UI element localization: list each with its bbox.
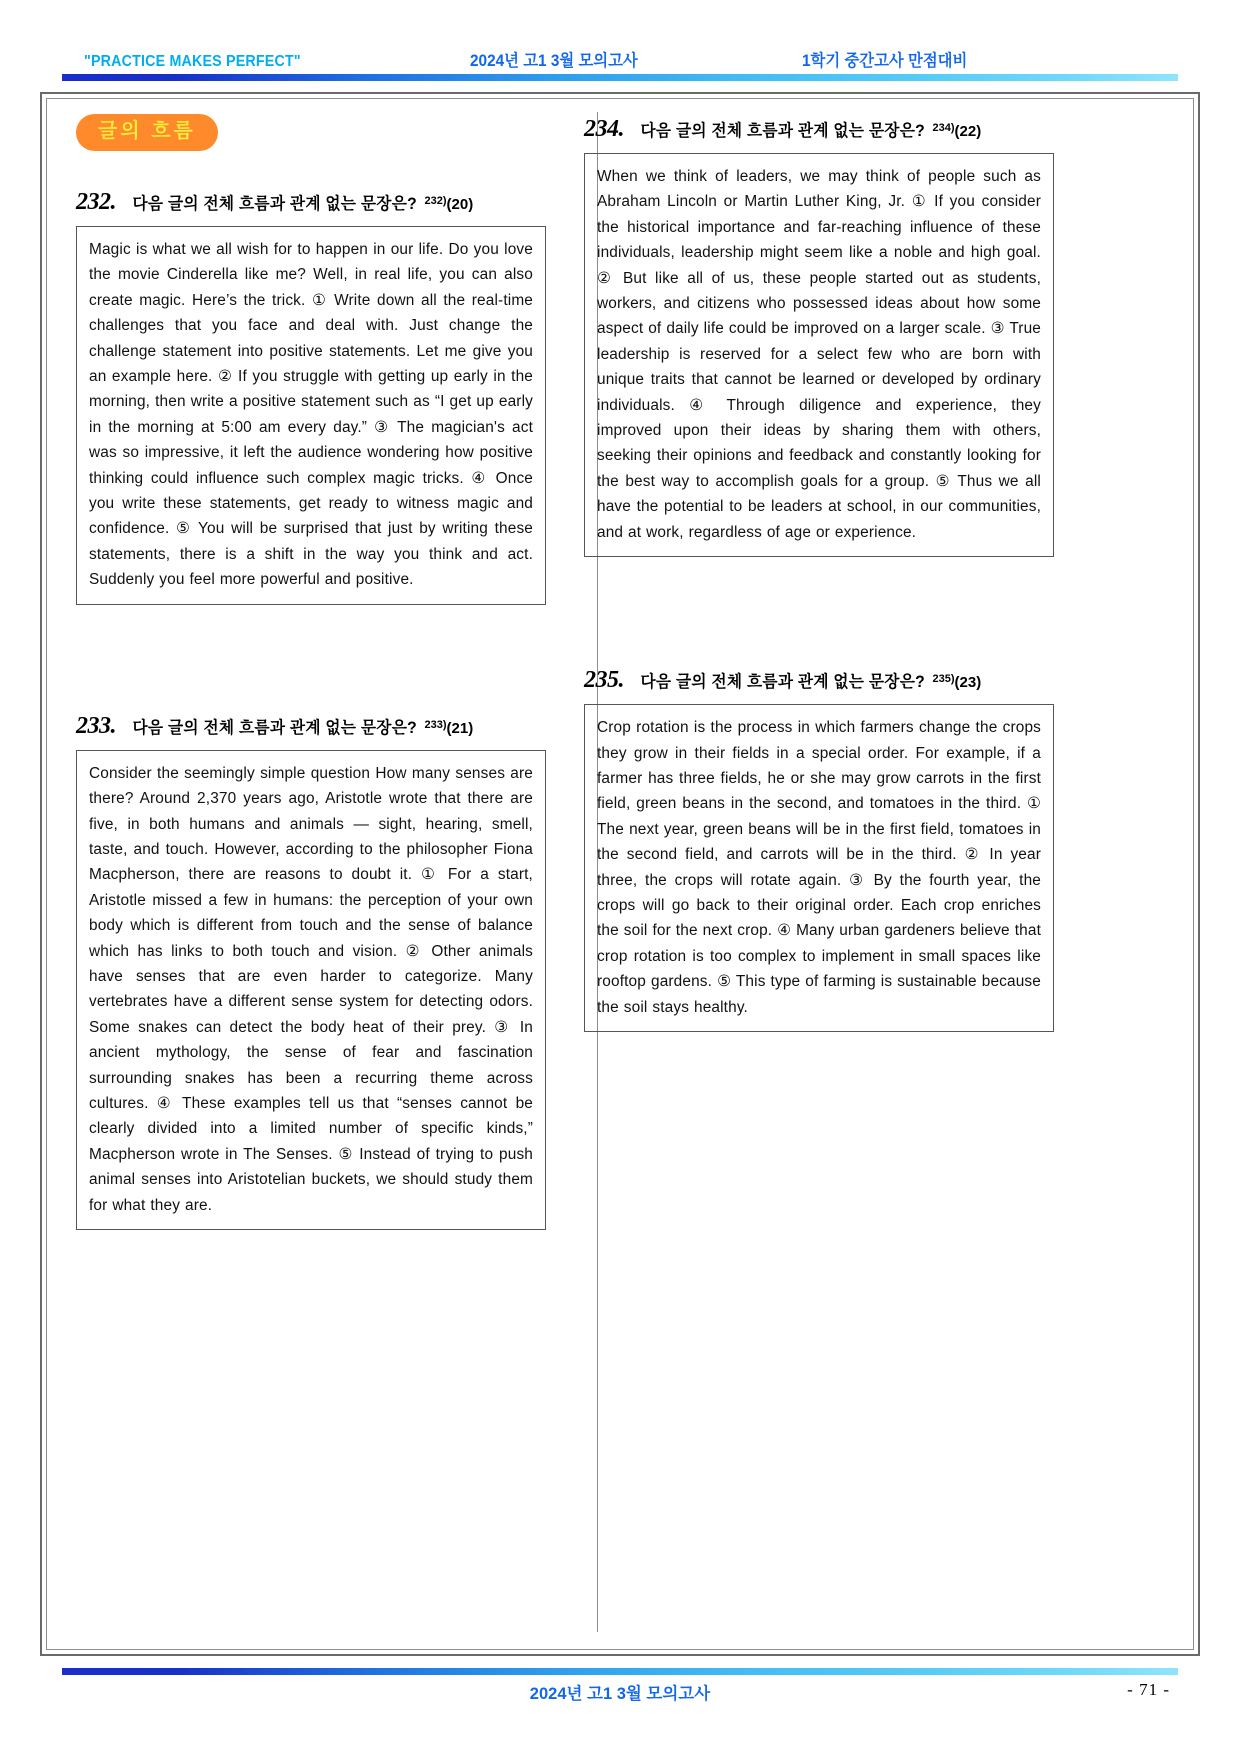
question-heading-235	[584, 667, 1054, 694]
question-heading-233	[76, 713, 546, 740]
topic-badge: 글의 흐름	[76, 114, 218, 151]
header-right-title: 1학기 중간고사 만점대비	[802, 52, 968, 70]
question-tag-234: (22)	[954, 123, 982, 140]
question-number-235: 235.	[584, 667, 624, 694]
question-title-233: 다음 글의 전체 흐름과 관계 없는 문장은?	[132, 718, 418, 737]
footer-divider-rule	[62, 1668, 1178, 1675]
question-footnote-234: 234)	[932, 122, 955, 134]
question-title-235: 다음 글의 전체 흐름과 관계 없는 문장은?	[640, 673, 926, 692]
right-column	[584, 94, 1054, 1032]
question-number-233: 233.	[76, 712, 116, 739]
page-footer	[62, 1668, 1178, 1718]
header-center-title: 2024년 고1 3월 모의고사	[470, 52, 638, 70]
question-number-232: 232.	[76, 189, 116, 215]
passage-box-235: Crop rotation is the process in which farmers change the crops they grow in their fields in a special order. For example, if a farmer has three fields, he or she may grow carrots in the first field, green beans in the second, and tomatoes in the third. ① The next year, green beans will be in the first field, tomatoes in the second field, and carrots will be in the third. ② In year three, the crops will rotate again. ③ By the fourth year, the crops will go back to their original order. Each crop enriches the soil for the next crop. ④ Many urban gardeners believe that crop rotation is too complex to implement in small spaces like rooftop gardens. ⑤ This type of farming is sustainable because the soil stays healthy.	[584, 704, 1054, 1032]
passage-box-234: When we think of leaders, we may think of people such as Abraham Lincoln or Martin Luther King, Jr. ① If you consider the historical importance and far-reaching influence of these individuals, leadership might seem like a noble and high goal. ② But like all of us, these people started out as students, workers, and citizens who possessed ideas about how some aspect of daily life could be improved on a larger scale. ③ True leadership is reserved for a select few who are born with unique traits that cannot be learned or developed by ordinary individuals. ④ Through diligence and experience, they improved upon their ideas by sharing them with others, seeking their opinions and feedback and constantly looking for the best way to accomplish goals for a group. ⑤ Thus we all have the potential to be leaders at school, in our communities, and at work, regardless of age or experience.	[584, 153, 1054, 557]
header-left-title: "PRACTICE MAKES PERFECT"	[84, 53, 301, 70]
question-heading-232	[76, 189, 546, 216]
question-footnote-233: 233)	[424, 718, 447, 731]
passage-box-232: Magic is what we all wish for to happen in our life. Do you love the movie Cinderella like me? Well, in real life, you can also create magic. Here’s the trick. ① Write down all the real-time challenges that you face and deal with. Just change the challenge statement into positive statements. Let me give you an example here. ② If you struggle with getting up early in the morning, then write a positive statement such as “I get up early in the morning at 5:00 am every day.” ③ The magician's act was so impressive, it left the audience wondering how positive thinking could influence such complex magic tricks. ④ Once you write these statements, get ready to witness magic and confidence. ⑤ You will be surprised that just by writing these statements, there is a shift in the way you think and act. Suddenly you feel more powerful and positive.	[76, 226, 546, 605]
page-header	[62, 42, 1178, 82]
question-footnote-235: 235)	[932, 673, 955, 686]
left-column	[76, 94, 546, 1230]
header-row	[62, 42, 1178, 72]
footer-center-title: 2024년 고1 3월 모의고사	[529, 1685, 711, 1703]
question-tag-232: (20)	[446, 196, 474, 213]
header-divider-rule	[62, 74, 1178, 81]
passage-box-233: Consider the seemingly simple question How many senses are there? Around 2,370 years ago, Aristotle wrote that there are five, in both humans and animals — sight, hearing, smell, taste, and touch. However, according to the philosopher Fiona Macpherson, there are reasons to doubt it. ① For a start, Aristotle missed a few in humans: the perception of your own body which is different from touch and the sense of balance which has links to both touch and vision. ② Other animals have senses that are even harder to categorize. Many vertebrates have a different sense system for detecting odors. Some snakes can detect the body heat of their prey. ③ In ancient mythology, the sense of fear and fascination surrounding snakes has been a recurring theme across cultures. ④ These examples tell us that “senses cannot be clearly divided into a limited number of specific kinds,” Macpherson wrote in The Senses. ⑤ Instead of trying to push animal senses into Aristotelian buckets, we should study them for what they are.	[76, 750, 546, 1230]
page-number: - 71 -	[1127, 1680, 1170, 1699]
question-footnote-232: 232)	[424, 195, 447, 207]
question-tag-235: (23)	[954, 674, 982, 692]
question-title-232: 다음 글의 전체 흐름과 관계 없는 문장은?	[132, 195, 418, 213]
question-title-234: 다음 글의 전체 흐름과 관계 없는 문장은?	[640, 122, 926, 140]
question-number-234: 234.	[584, 116, 624, 142]
page-frame	[40, 92, 1200, 1656]
question-tag-233: (21)	[446, 719, 474, 737]
question-heading-234	[584, 116, 1054, 143]
